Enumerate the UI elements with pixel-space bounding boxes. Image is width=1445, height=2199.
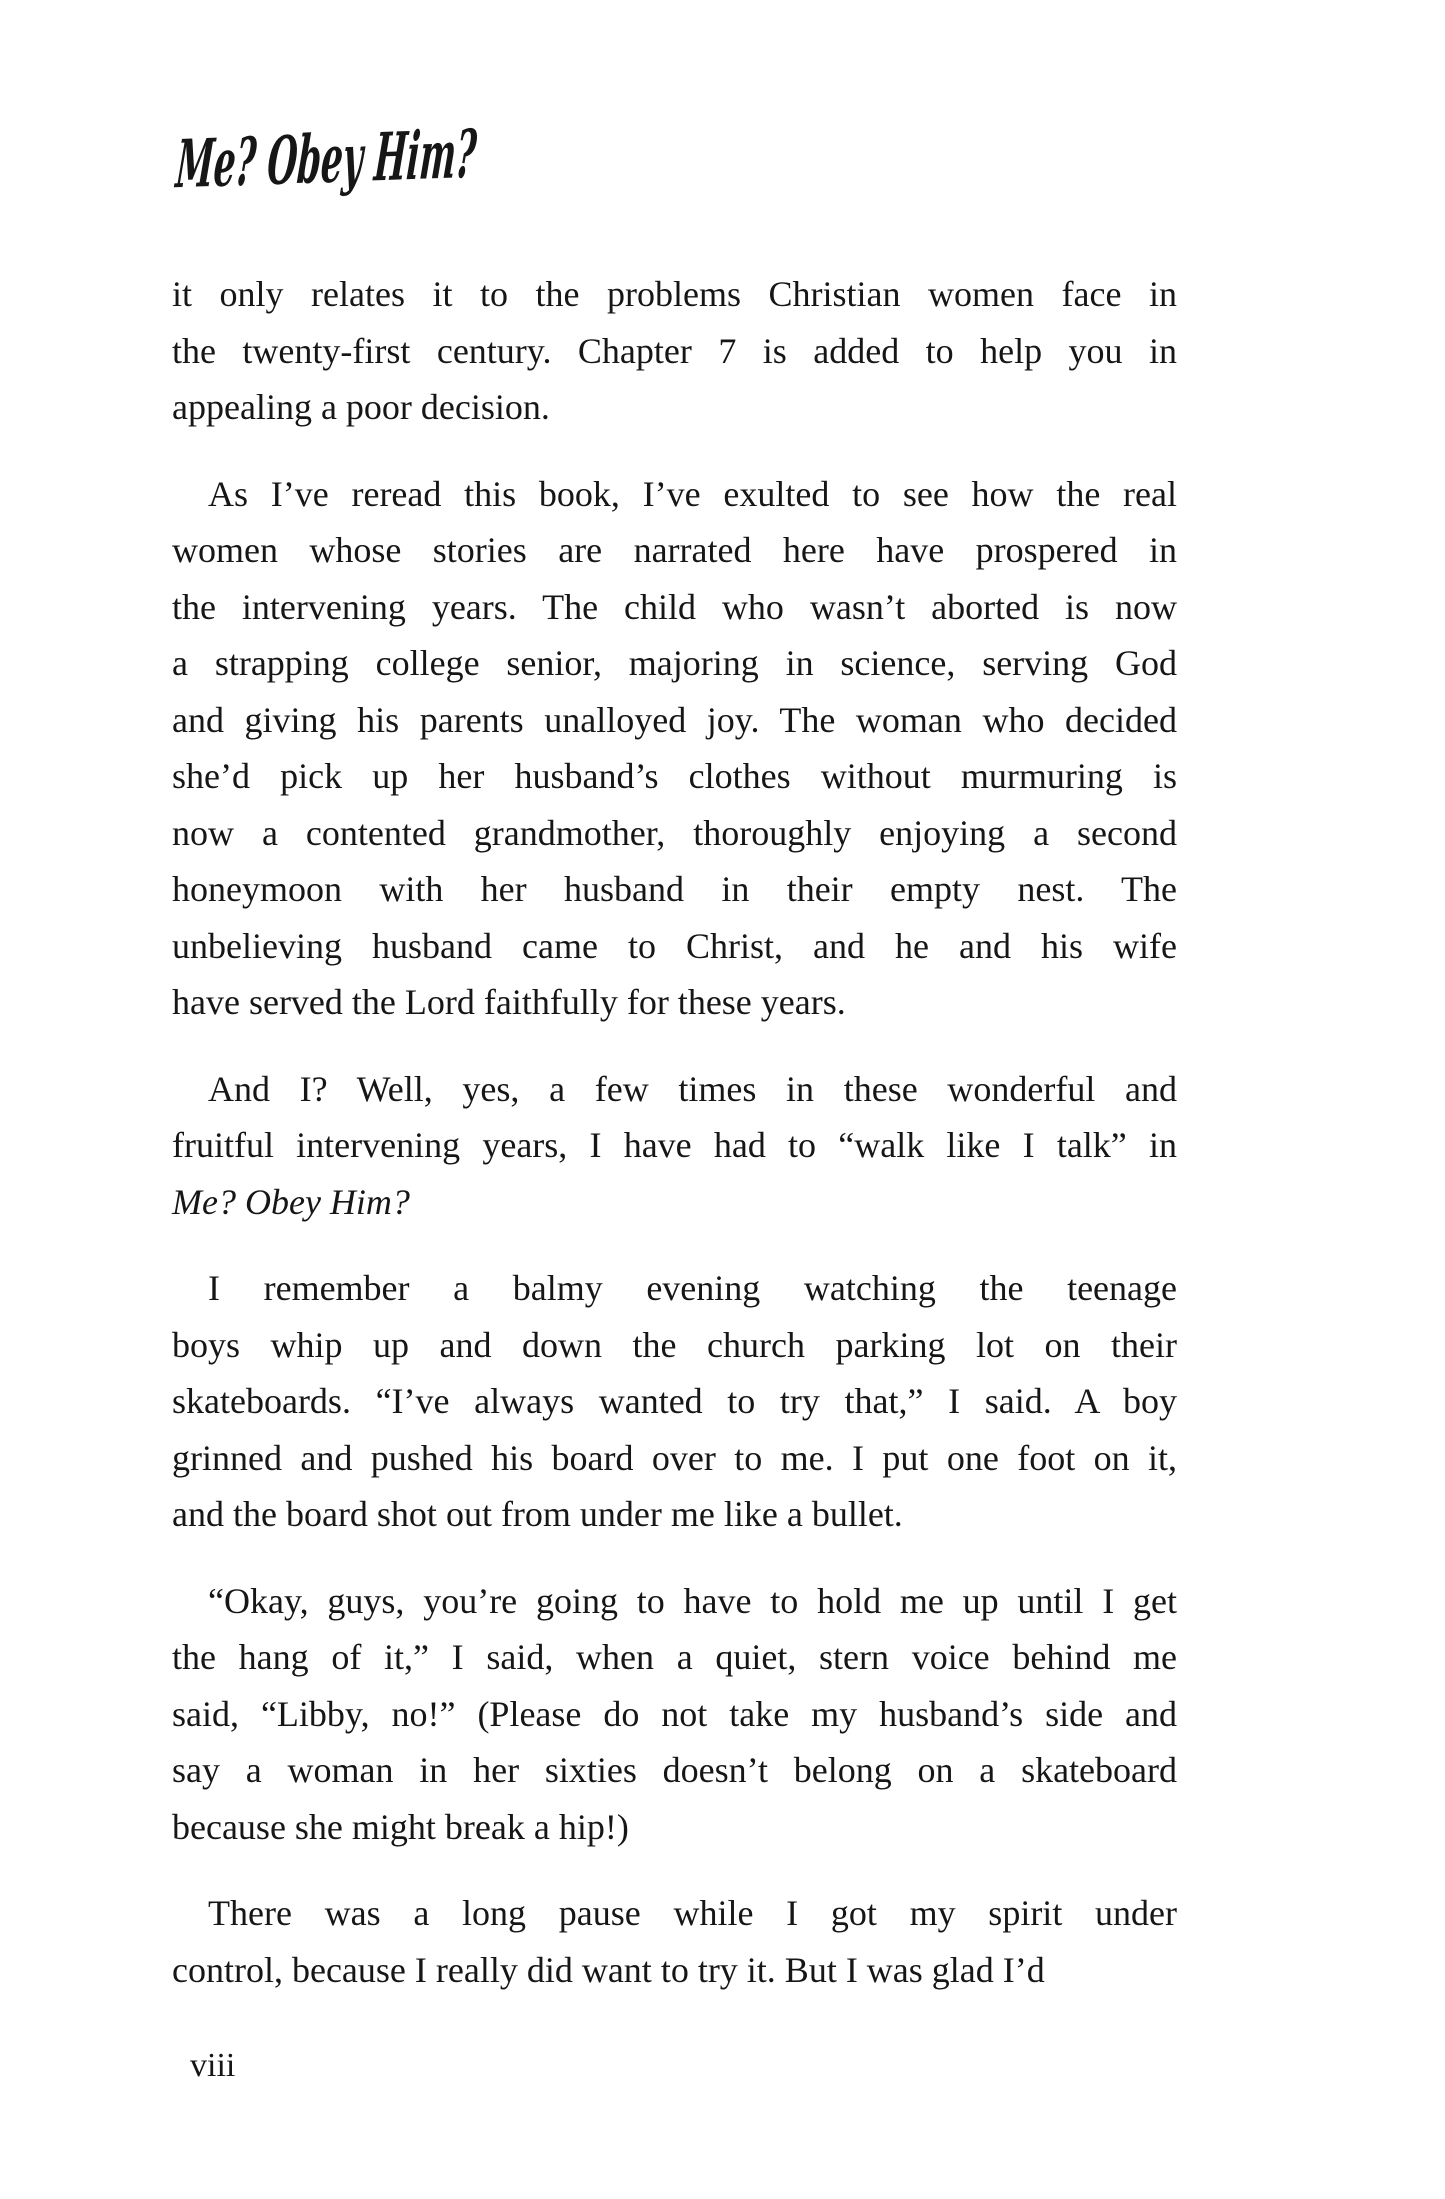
text-line: women whose stories are narrated here have prospered in	[172, 530, 1177, 570]
paragraph	[172, 466, 1177, 1031]
text-line: a strapping college senior, majoring in science, serving God	[172, 643, 1177, 683]
paragraph	[172, 1885, 1177, 1998]
paragraph	[172, 1061, 1177, 1231]
paragraph	[172, 1260, 1177, 1543]
running-head	[173, 104, 759, 214]
script-logo	[173, 104, 759, 214]
text-line: unbelieving husband came to Christ, and he and his wife	[172, 925, 1177, 966]
text-line: grinned and pushed his board over to me. I put one foot on it,	[172, 1437, 1177, 1478]
text-line: There was a long pause while I got my spirit under	[208, 1893, 1177, 1933]
text-line: and giving his parents unalloyed joy. The woman who decided	[172, 699, 1177, 740]
text-line: the intervening years. The child who wasn’t aborted is now	[172, 586, 1177, 627]
text-line: said, “Libby, no!” (Please do not take my husband’s side and	[172, 1693, 1177, 1734]
text-line: skateboards. “I’ve always wanted to try that,” I said. A boy	[172, 1381, 1177, 1421]
text-line: now a contented grandmother, thoroughly enjoying a second	[172, 812, 1177, 853]
paragraph	[172, 1573, 1177, 1856]
text-line: say a woman in her sixties doesn’t belong on a skateboard	[172, 1750, 1177, 1790]
text-line: it only relates it to the problems Christian women face in	[172, 274, 1177, 314]
text-line: honeymoon with her husband in their empty nest. The	[172, 869, 1177, 909]
text-line: I remember a balmy evening watching the teenage	[208, 1268, 1177, 1308]
text-line: appealing a poor decision.	[172, 387, 550, 427]
text-line: fruitful intervening years, I have had to “walk like I talk” in	[172, 1125, 1177, 1165]
text-line: the hang of it,” I said, when a quiet, stern voice behind me	[172, 1637, 1177, 1677]
page-number: viii	[190, 2047, 236, 2084]
text-line: she’d pick up her husband’s clothes without murmuring is	[172, 756, 1177, 796]
text-line: boys whip up and down the church parking lot on their	[172, 1324, 1177, 1365]
script-logo-text: Me? Obey Him?	[173, 105, 759, 204]
text-line: And I? Well, yes, a few times in these wonderful and	[208, 1068, 1177, 1109]
text-line: Me? Obey Him?	[172, 1181, 410, 1222]
text-line: because she might break a hip!)	[172, 1806, 629, 1847]
text-line: and the board shot out from under me like a bullet.	[172, 1494, 903, 1534]
paragraph	[172, 266, 1177, 436]
text-line: “Okay, guys, you’re going to have to hold me up until I get	[208, 1580, 1177, 1621]
text-line: the twenty-first century. Chapter 7 is added to help you in	[172, 330, 1177, 371]
text-line: As I’ve reread this book, I’ve exulted to see how the real	[208, 473, 1177, 514]
text-line: control, because I really did want to try it. But I was glad I’d	[172, 1949, 1045, 1990]
text-line: have served the Lord faithfully for these years.	[172, 982, 846, 1022]
body-text	[172, 266, 1177, 1998]
